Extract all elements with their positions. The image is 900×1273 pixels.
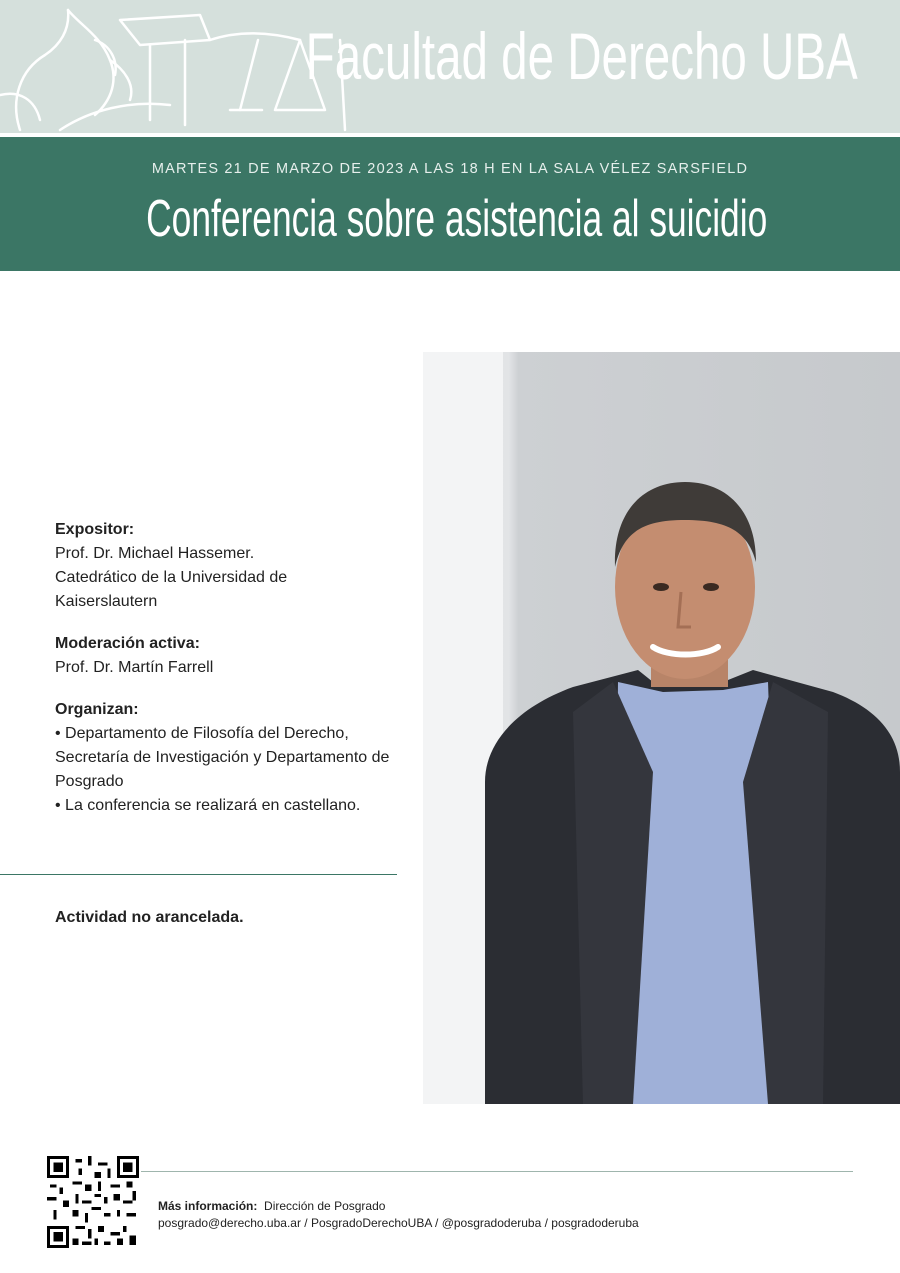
header <box>0 0 900 133</box>
conference-title-text: Conferencia sobre asistencia al suicidio <box>146 190 768 248</box>
expositor-label: Expositor: <box>55 521 135 538</box>
moderacion-label: Moderación activa: <box>55 635 200 652</box>
expositor-line: Catedrático de la Universidad de <box>55 569 288 586</box>
organizan-line: Posgrado <box>55 773 124 790</box>
organizan-line: • Departamento de Filosofía del Derecho, <box>55 725 349 742</box>
organizan-line: • La conferencia se realizará en castellano. <box>55 797 361 814</box>
section-divider <box>0 874 397 875</box>
faculty-title: Facultad de Derecho UBA <box>305 19 858 93</box>
expositor-line: Prof. Dr. Michael Hassemer. <box>55 545 255 562</box>
speaker-photo-illustration <box>423 352 900 1104</box>
footer-divider <box>141 1171 853 1172</box>
event-details <box>55 518 415 818</box>
more-info-line <box>158 1198 639 1215</box>
contact-links[interactable]: posgrado@derecho.uba.ar / PosgradoDerechoUBA / @posgradoderuba / posgradoderuba <box>158 1216 639 1230</box>
event-date: MARTES 21 DE MARZO DE 2023 A LAS 18 H EN LA SALA VÉLEZ SARSFIELD <box>151 161 749 177</box>
free-activity-note: Actividad no arancelada. <box>55 909 244 926</box>
qr-code[interactable] <box>47 1156 139 1248</box>
moderacion-name: Prof. Dr. Martín Farrell <box>55 659 214 676</box>
event-band <box>0 137 900 271</box>
expositor-line: Kaiserslautern <box>55 593 158 610</box>
more-info-value: Dirección de Posgrado <box>264 1199 386 1213</box>
footer-info <box>158 1198 639 1232</box>
organizan-line: Secretaría de Investigación y Departamento de <box>55 749 390 766</box>
organizan-label: Organizan: <box>55 701 139 718</box>
speaker-photo <box>423 352 900 1104</box>
more-info-label: Más información: <box>158 1199 258 1213</box>
conference-title <box>0 189 900 249</box>
